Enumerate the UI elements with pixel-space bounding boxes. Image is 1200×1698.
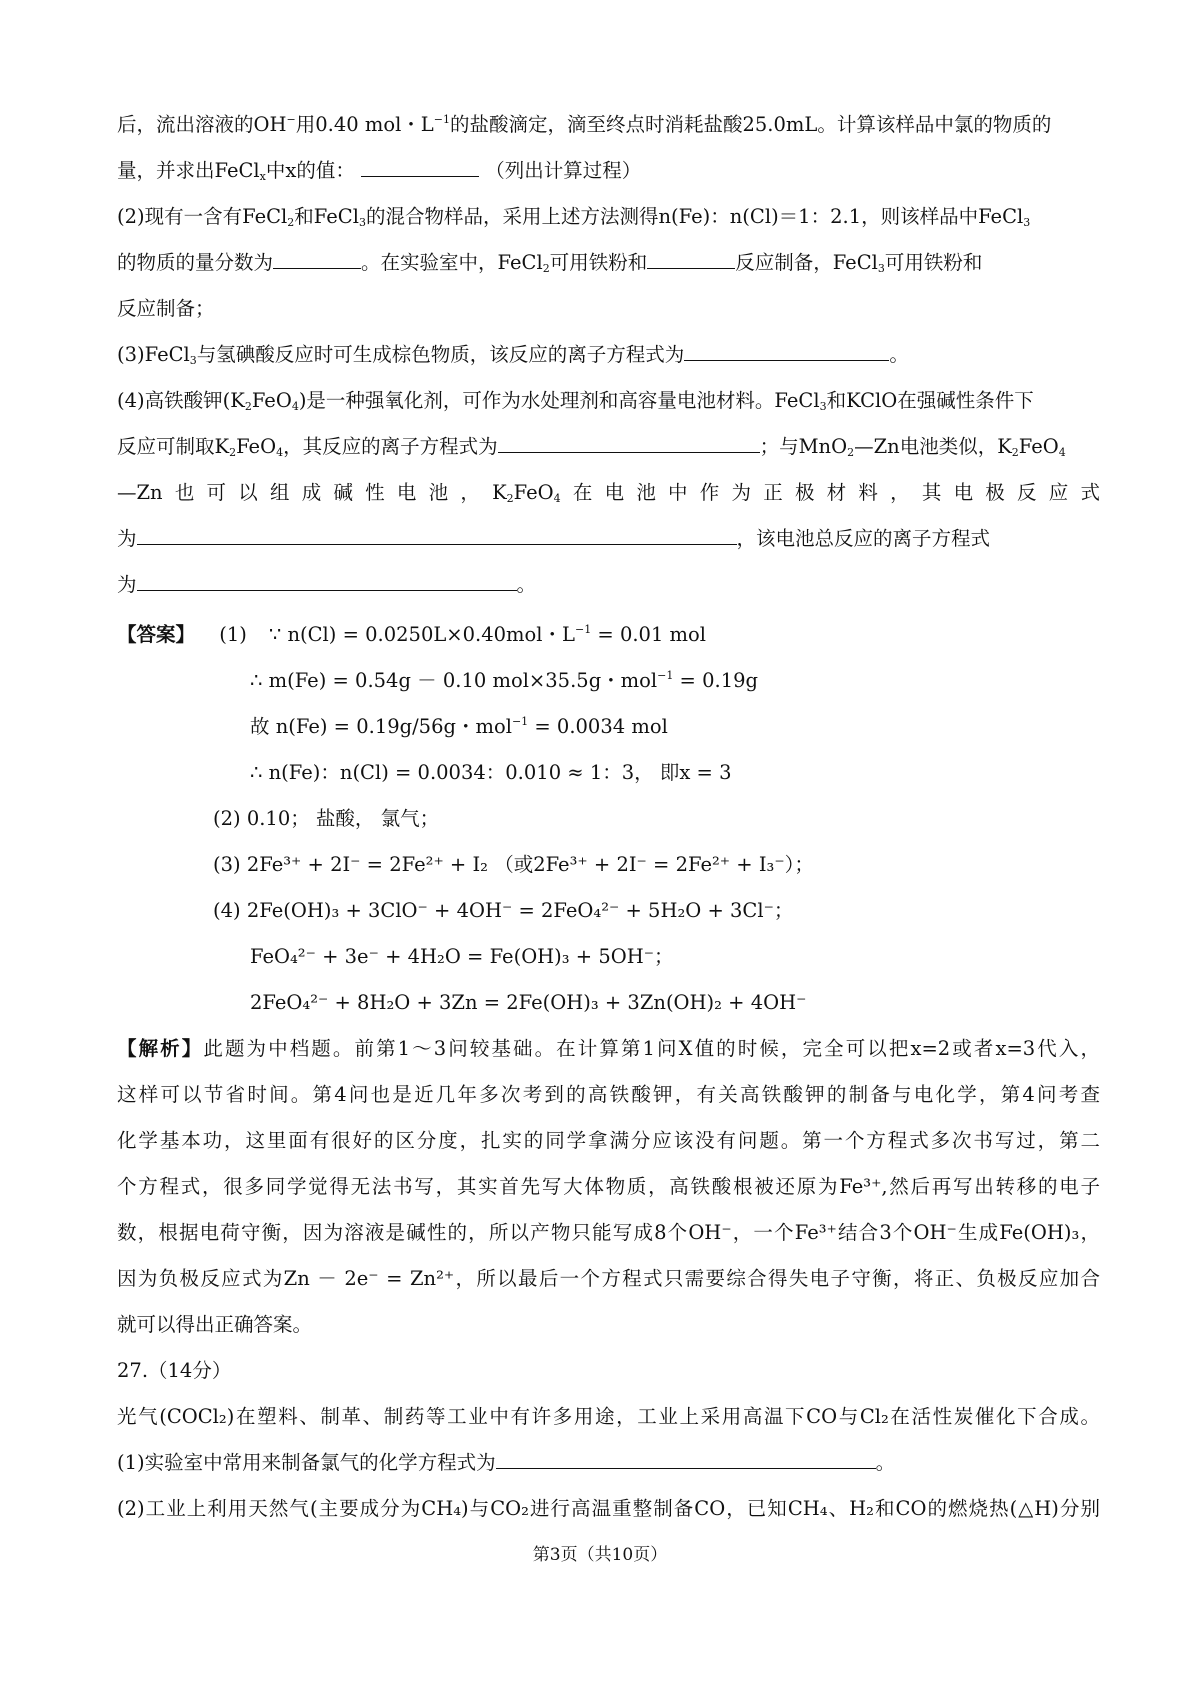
answer-4-line-3 [250, 990, 806, 1016]
text: 27.（14分） [117, 1359, 232, 1382]
text: ∴ m(Fe) = 0.54g － 0.10 mol×35.5g・mol [250, 669, 658, 692]
text: (2)现有一含有FeCl [117, 205, 288, 228]
answer-blank[interactable] [496, 1450, 876, 1469]
text: (1) [219, 623, 247, 646]
answer-blank[interactable] [361, 158, 479, 177]
text: 为 [117, 527, 137, 550]
q26-line-2: 量，并求出FeCl$_x$中x的值： （列出计算过程） [117, 159, 642, 183]
text: (3)FeCl [117, 343, 190, 366]
text: （列出计算过程） [485, 159, 642, 182]
text: 因为负极反应式为Zn － 2e⁻ = Zn²⁺，所以最后一个方程式只需要综合得失电子守衡，将正、负极反应加合 [117, 1267, 1100, 1290]
text: 的物质的量分数为 [117, 251, 274, 274]
q26-line-1: 后，流出溶液的OH−用0.40 mol・$L^{-1}$的盐酸滴定，滴至终点时消耗盐酸25.0mL。计算该样品中氯的物质的 [117, 113, 1052, 136]
text: 化学基本功，这里面有很好的区分度，扎实的同学拿满分应该没有问题。第一个方程式多次书写过，第二 [117, 1129, 1100, 1152]
analysis-line-3 [117, 1128, 1100, 1154]
text: FeO [236, 435, 277, 458]
q27-part1 [117, 1450, 895, 1476]
text: 反应制备； [117, 297, 215, 320]
text: = 0.0034 mol [528, 715, 668, 738]
q26-part2-line-1: (2)现有一含有FeCl$_2$和FeCl$_3$的混合物样品，采用上述方法测得n(Fe)：n(Cl)＝1：2.1，则该样品中FeCl$_3$ [117, 205, 1031, 229]
text: 故 n(Fe) = 0.19g/56g・mol [250, 715, 512, 738]
text: ∵ n(Cl) = 0.0250L×0.40mol・L [268, 623, 575, 646]
text: 的混合物样品，采用上述方法测得n(Fe)：n(Cl)＝1：2.1，则该样品中FeCl [365, 205, 1024, 228]
text: —Zn电池类似，K [854, 435, 1012, 458]
q26-part4-line-2: 反应可制取$K_2FeO_4$，其反应的离子方程式为 ；与MnO$_2$—Zn电池类似，$K_2FeO_4$ [117, 435, 1066, 459]
q26-part4-line-3: —Zn也可以组成碱性电池，$K_2FeO_4$在电池中作为正极材料，其电极反应式 [117, 481, 1100, 505]
text: 。 [516, 573, 537, 596]
answer-label-line: 【答案】 (1) ∵ n(Cl) = 0.0250L×0.40mol・$L^{-1} = 0.01$ mol [117, 623, 707, 646]
analysis-line-6 [117, 1266, 1100, 1292]
analysis-label: 【解析】 [117, 1037, 204, 1060]
q26-part2-line-3 [117, 296, 215, 322]
text: ，该电池总反应的离子方程式 [736, 527, 991, 550]
text: ；与MnO [759, 435, 848, 458]
q27-intro [117, 1404, 1100, 1430]
q27-part2 [117, 1496, 1100, 1522]
text: 和FeCl [294, 205, 359, 228]
text: (3) 2Fe³⁺ + 2I⁻ = 2Fe²⁺ + I₂ （或2Fe³⁺ + 2I⁻ = 2Fe²⁺ + I₃⁻）； [213, 853, 814, 876]
text: 。在实验室中，FeCl [361, 251, 543, 274]
answer-1-line-2: ∴ m(Fe) = 0.54g － 0.10 mol×35.5g・mol$^{-1}$ = 0.19g [250, 669, 758, 692]
answer-blank[interactable] [137, 572, 517, 591]
q26-part2-line-2: 的物质的量分数为 。在实验室中，FeCl$_2$可用铁粉和 反应制备，FeCl$_3$可用铁粉和 [117, 251, 983, 275]
text: 光气(COCl₂)在塑料、制革、制药等工业中有许多用途，工业上采用高温下CO与Cl₂在活性炭催化下合成。 [117, 1405, 1100, 1428]
answer-label: 【答案】 [117, 623, 196, 646]
text: ，其反应的离子方程式为 [283, 435, 498, 458]
text: 反应可制取K [117, 435, 230, 458]
answer-1-line-3: 故 n(Fe) = 0.19g/56g・mol$^{-1}$ = 0.0034 mol [250, 715, 668, 738]
answer-1-line-4 [250, 760, 732, 786]
q26-part4-line-5 [117, 572, 536, 598]
analysis-line-5 [117, 1220, 1100, 1246]
answer-4-line-2 [250, 944, 674, 970]
text: ∴ n(Fe)：n(Cl) = 0.0034：0.010 ≈ 1：3， 即x = 3 [250, 761, 732, 784]
text: 个方程式，很多同学觉得无法书写，其实首先写大体物质，高铁酸根被还原为Fe³⁺,然后再写出转移的电子 [117, 1175, 1100, 1198]
analysis-line-1 [117, 1036, 1100, 1062]
q27-title [117, 1358, 231, 1384]
text: FeO [251, 389, 292, 412]
text: )是一种强氧化剂，可作为水处理剂和高容量电池材料。FeCl [298, 389, 820, 412]
text: FeO [513, 481, 554, 504]
text: 中x的值： [265, 159, 355, 182]
text: 与氢碘酸反应时可生成棕色物质，该反应的离子方程式为 [196, 343, 685, 366]
text: 。 [889, 343, 909, 366]
text: (2)工业上利用天然气(主要成分为CH₄)与CO₂进行高温重整制备CO，已知CH₄、H₂和CO的燃烧热(△H)分别 [117, 1497, 1100, 1520]
answer-2 [213, 806, 439, 832]
text: FeO [1018, 435, 1059, 458]
analysis-line-7 [117, 1312, 312, 1338]
text: 数，根据电荷守衡，因为溶液是碱性的，所以产物只能写成8个OH⁻，一个Fe³⁺结合3个OH⁻生成Fe(OH)₃， [117, 1221, 1100, 1244]
text: 。 [875, 1451, 896, 1474]
answer-blank[interactable] [498, 434, 760, 453]
text: 2FeO₄²⁻ + 8H₂O + 3Zn = 2Fe(OH)₃ + 3Zn(OH)₂ + 4OH⁻ [250, 991, 807, 1014]
text: 可用铁粉和 [549, 251, 648, 274]
text: 为 [117, 573, 137, 596]
text: (4)高铁酸钾(K [117, 389, 245, 412]
text: 可用铁粉和 [884, 251, 983, 274]
analysis-line-4 [117, 1174, 1100, 1200]
text: FeO₄²⁻ + 3e⁻ + 4H₂O = Fe(OH)₃ + 5OH⁻； [250, 945, 674, 968]
q26-part4-line-1: (4)高铁酸钾$(K_2FeO_4)$是一种强氧化剂，可作为水处理剂和高容量电池材料。FeCl$_3$和KClO在强碱性条件下 [117, 389, 1034, 413]
answer-3 [213, 852, 814, 878]
analysis-line-2 [117, 1082, 1100, 1108]
text: 的盐酸滴定，滴至终点时消耗盐酸25.0mL。计算该样品中氯的物质的 [449, 113, 1052, 136]
answer-blank[interactable] [137, 526, 737, 545]
text: —Zn也可以组成碱性电池，K [117, 481, 507, 504]
text: 和KClO在强碱性条件下 [826, 389, 1034, 412]
text: = 0.01 mol [591, 623, 707, 646]
text: (4) 2Fe(OH)₃ + 3ClO⁻ + 4OH⁻ = 2FeO₄²⁻ + 5H₂O + 3Cl⁻； [213, 899, 794, 922]
page-footer: 第3页（共10页） [532, 1545, 668, 1565]
answer-blank[interactable] [647, 250, 735, 269]
text: 在电池中作为正极材料，其电极反应式 [560, 481, 1100, 504]
text: 用0.40 mol・L [295, 113, 434, 136]
text: 后，流出溶液的OH [117, 113, 287, 136]
answer-blank[interactable] [684, 342, 889, 361]
text: = 0.19g [673, 669, 758, 692]
answer-blank[interactable] [273, 250, 361, 269]
text: (1)实验室中常用来制备氯气的化学方程式为 [117, 1451, 496, 1474]
answer-4-line-1 [213, 898, 793, 924]
q26-part3: (3)FeCl$_3$与氢碘酸反应时可生成棕色物质，该反应的离子方程式为 。 [117, 343, 909, 367]
text: 反应制备，FeCl [735, 251, 878, 274]
text: 就可以得出正确答案。 [117, 1313, 313, 1336]
text: (2) 0.10； 盐酸， 氯气； [213, 807, 440, 830]
text: 这样可以节省时间。第4问也是近几年多次考到的高铁酸钾，有关高铁酸钾的制备与电化学，第4问考查 [117, 1083, 1100, 1106]
text: 此题为中档题。前第1～3问较基础。在计算第1问X值的时候，完全可以把x=2或者x=3代入， [203, 1037, 1100, 1060]
q26-part4-line-4 [117, 526, 990, 552]
text: 量，并求出FeCl [117, 159, 260, 182]
